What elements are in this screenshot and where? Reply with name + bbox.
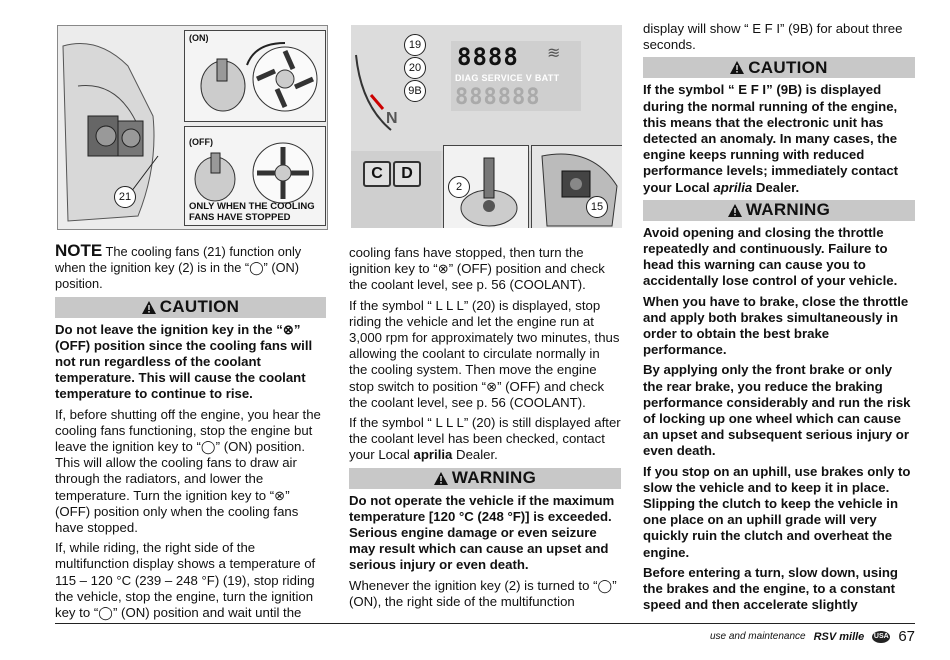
caution-text-2b: Dealer. [752, 179, 800, 195]
button-c: C [363, 161, 391, 187]
display-panel [351, 25, 622, 151]
note-text: The cooling fans (21) function only when the ignition key (2) is in the “◯” (ON) position. [55, 244, 302, 292]
warning-item-5: Before entering a turn, slow down, using the brakes and the engine, to a constant speed and then accelerate slightly [643, 564, 898, 613]
caution-text-2 [643, 82, 915, 195]
fan-on-panel [184, 30, 326, 122]
paragraph-5-text-a: If the symbol “ L L L” (20) is still displayed after the coolant level has been checked, contact your Local [349, 415, 621, 463]
column-3 [643, 21, 915, 618]
mode-buttons [351, 151, 441, 228]
caution-bar-1 [55, 297, 326, 318]
button-d: D [393, 161, 421, 187]
warning-item-1: Avoid opening and closing the throttle repeatedly and continuously. Failure to head this warning can cause you to accidentally lose control of your vehicle. [643, 224, 898, 289]
caution-title-2: CAUTION [748, 57, 828, 77]
callout-20: 20 [404, 57, 426, 79]
cooling-fan-figure [57, 25, 328, 230]
paragraph-5-text-b: Dealer. [452, 447, 498, 463]
note-paragraph [55, 243, 326, 293]
warning-title-2: WARNING [745, 200, 831, 220]
warning-item-3: By applying only the front brake or only the rear brake, you reduce the braking performance considerably and run the risk of locking up one wheel which can cause an upset and subsequent serious injury or even death. [643, 362, 911, 459]
paragraph-2: If, while riding, the right side of the multifunction display shows a temperature of 115 – 120 °C (239 – 248 °F) (19), stop riding the vehicle, stop the engine, turn the ignition key to “◯” (ON) position and wait until the [55, 540, 316, 621]
caution-text-2a: If the symbol “ E F I” (9B) is displayed during the normal running of the engine, this means that the electronic unit has detected an anomaly. In many cases, the engine keeps running with reduced performance levels; immediately contact your Local [643, 82, 899, 195]
caption-line-1: ONLY WHEN THE COOLING [189, 201, 315, 212]
warning-text-1: Do not operate the vehicle if the maximum temperature [120 °C (248 °F)] is exceeded. Serious engine damage or even seizure may result which can cause an upset and serious injury or even death. [349, 492, 615, 573]
lcd-display [451, 41, 581, 111]
warning-title-1: WARNING [451, 468, 537, 488]
dashboard-figure [351, 25, 622, 228]
caption-line-2: FANS HAVE STOPPED [189, 212, 291, 223]
page-footer [710, 628, 915, 645]
svg-text:N: N [386, 110, 398, 127]
caution-bar-2 [643, 57, 915, 78]
brand-name: aprilia [713, 179, 753, 195]
ignition-key-panel [443, 145, 529, 228]
warning-bar-1 [349, 468, 621, 489]
column-2 [349, 245, 621, 614]
stop-switch-panel [531, 145, 622, 228]
coolant-temp-icon: ≋ [547, 45, 561, 62]
warning-item-2: When you have to brake, close the throttle and apply both brakes simultaneously in order to obtain the best brake performance. [643, 293, 909, 358]
diag-label: DIAG SERVICE V BATT [455, 73, 560, 83]
callout-2: 2 [448, 176, 470, 198]
paragraph-3: cooling fans have stopped, then turn the ignition key to “⊗” (OFF) position and check the coolant level, see p. 56 (COOLANT). [349, 245, 605, 293]
paragraph-7: display will show “ E F I” (9B) for about three seconds. [643, 21, 903, 53]
paragraph-1: If, before shutting off the engine, you hear the cooling fans functioning, stop the engine but leave the ignition key to “◯” (ON) position. This will allow the cooling fans to draw air through the radiators, and lower the temperature. Turn the ignition key to “⊗” (OFF) position only when the cooling fans have stopped. [55, 406, 321, 536]
note-heading: NOTE [55, 241, 103, 260]
engine-stop-switch-icon [532, 146, 622, 228]
warning-triangle-icon [434, 472, 448, 485]
lcd-lower-digits: 888888 [455, 85, 541, 110]
footer-rule [55, 623, 915, 624]
callout-15: 15 [586, 196, 608, 218]
paragraph-5 [349, 415, 621, 464]
footer-model: RSV mille [813, 630, 865, 643]
warning-triangle-icon [728, 204, 742, 217]
column-1 [55, 243, 326, 625]
paragraph-4: If the symbol “ L L L” (20) is displayed, stop riding the vehicle and let the engine run at 3,000 rpm for approximately two minutes, thus allowing the coolant to circulate normally in the cooling system. Then move the engine stop switch to position “⊗” (OFF) and check the coolant level, see p. 56 (COOLANT). [349, 297, 620, 410]
on-label: (ON) [189, 33, 209, 43]
fan-running-icon [185, 31, 325, 121]
warning-item-4: If you stop on an uphill, use brakes only to slow the vehicle and to keep it in place. Slipping the clutch to keep the vehicle in one place on an uphill grade will very quickly ruin the clutch and overheat the engine. [643, 463, 911, 560]
page-number: 67 [898, 628, 915, 645]
caution-text-1: Do not leave the ignition key in the “⊗” (OFF) position since the cooling fans will not run regardless of the coolant temperature. This will cause the coolant temperature to continue to rise. [55, 321, 313, 402]
usa-badge-icon: USA [872, 631, 890, 643]
callout-19: 19 [404, 34, 426, 56]
footer-section: use and maintenance [709, 631, 806, 642]
warning-triangle-icon [730, 61, 744, 74]
caution-title-1: CAUTION [159, 297, 240, 317]
lcd-top-digits: 8888 [457, 43, 519, 71]
callout-21: 21 [114, 186, 136, 208]
paragraph-6: Whenever the ignition key (2) is turned to “◯” (ON), the right side of the multifunction [349, 577, 617, 609]
off-label: (OFF) [189, 137, 213, 147]
callout-9b: 9B [404, 80, 426, 102]
tachometer-arc [351, 25, 441, 151]
fan-off-panel [184, 126, 326, 226]
brand-name: aprilia [413, 447, 453, 463]
warning-bar-2 [643, 200, 915, 221]
warning-triangle-icon [142, 301, 156, 314]
